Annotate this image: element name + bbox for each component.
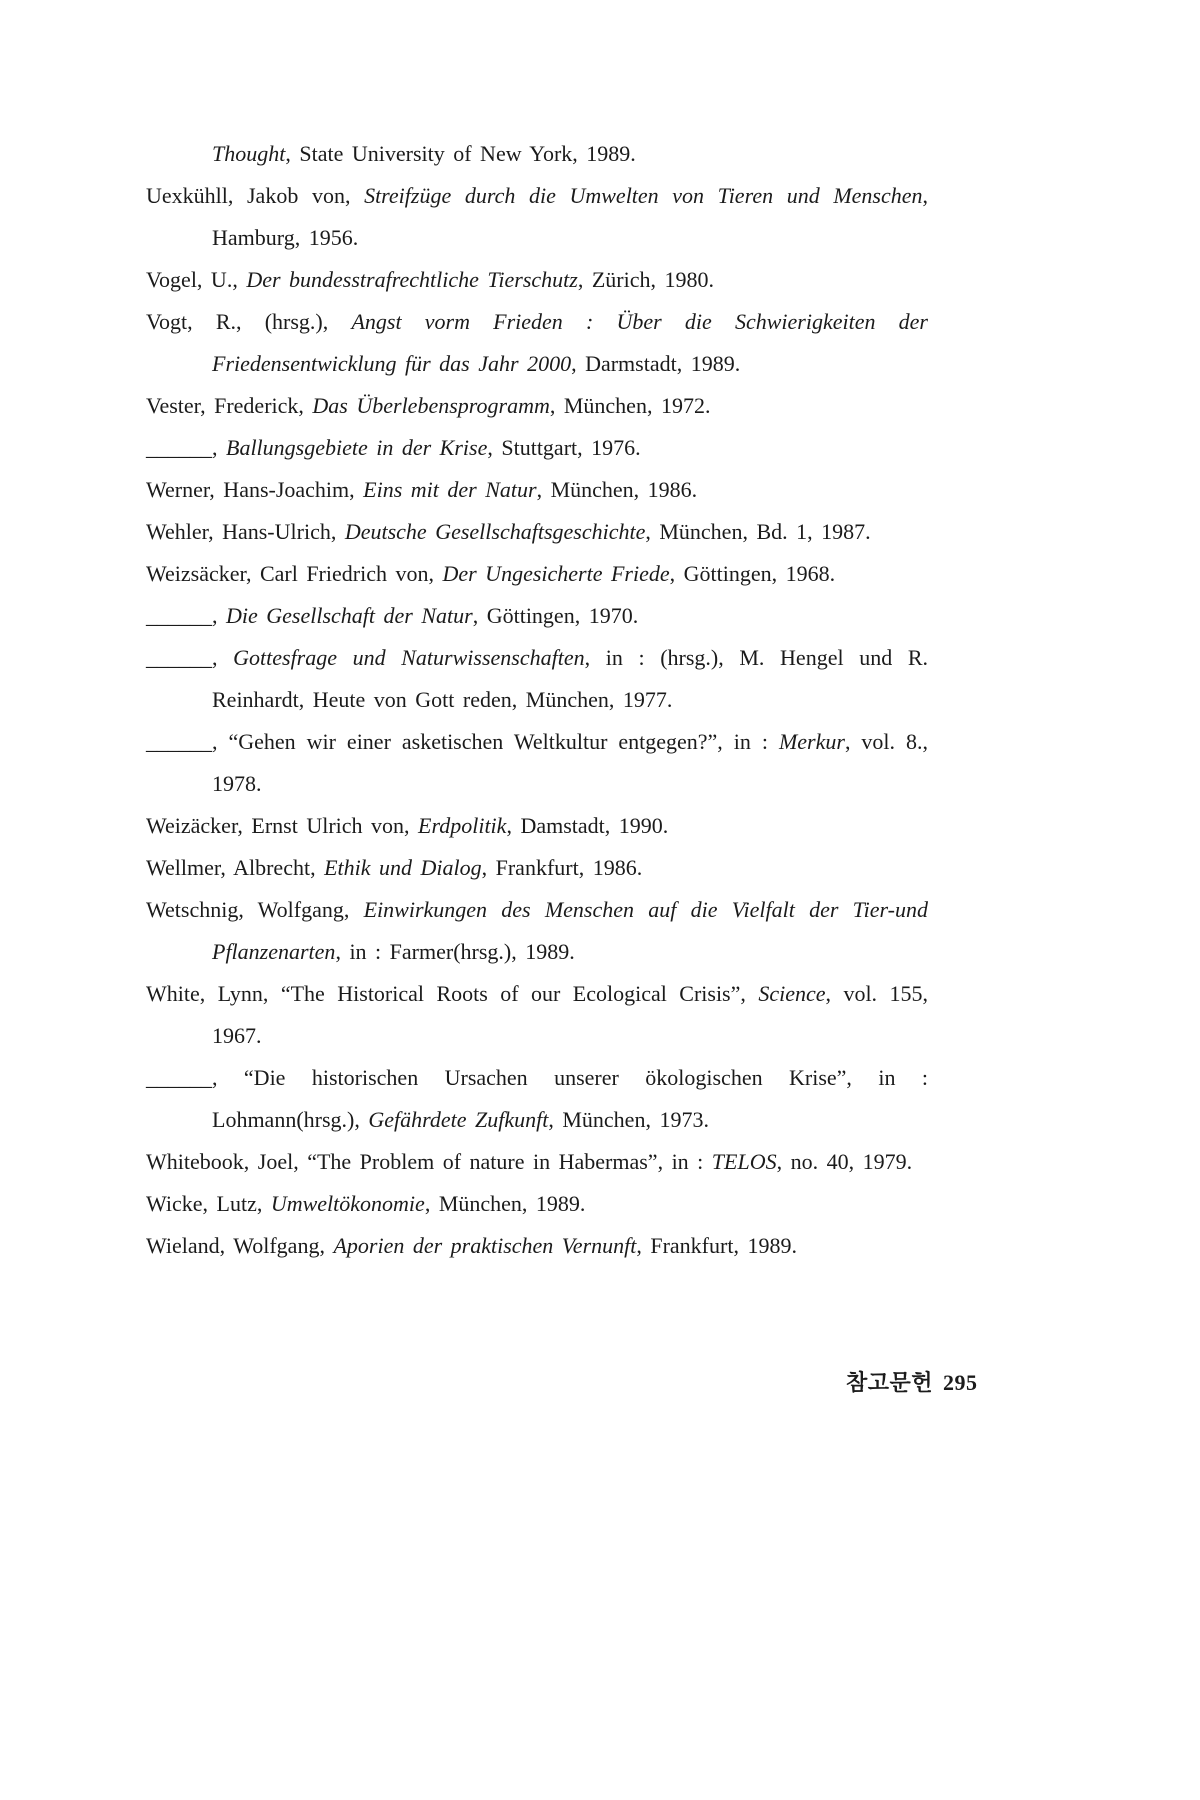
entry-text-segment: , vol. 8., 1978. xyxy=(212,729,928,796)
entry-text-segment: White, Lynn, “The Historical Roots of our Ecological Crisis”, xyxy=(146,981,759,1006)
entry-text-segment: Whitebook, Joel, “The Problem of nature in Habermas”, in : xyxy=(146,1149,712,1174)
entry-text-segment: , München, Bd. 1, 1987. xyxy=(645,519,871,544)
entry-text-segment: , Göttingen, 1968. xyxy=(669,561,836,586)
entry-title-segment: Deutsche Gesellschaftsgeschichte xyxy=(344,519,646,544)
entry-title-segment: Gottesfrage und Naturwissenschaften xyxy=(233,645,585,670)
entry-title-segment: Eins mit der Natur xyxy=(363,477,537,502)
entry-text-segment: Weizsäcker, Carl Friedrich von, xyxy=(146,561,443,586)
entry-text-segment: Wicke, Lutz, xyxy=(146,1191,271,1216)
entry-text-segment: Vogel, U., xyxy=(146,267,247,292)
entry-text-segment: ______, “Die historischen Ursachen unserer ökologischen Krise”, in : Lohmann(hrsg.), xyxy=(146,1065,928,1132)
bibliography-entry xyxy=(146,805,928,847)
entry-title-segment: Merkur xyxy=(778,729,845,754)
page-footer xyxy=(846,1366,978,1397)
bibliography-entry xyxy=(146,637,928,721)
entry-title-segment: Ballungsgebiete in der Krise xyxy=(226,435,488,460)
entry-text-segment: , München, 1989. xyxy=(424,1191,586,1216)
entry-title-segment: Umweltökonomie xyxy=(270,1191,425,1216)
bibliography-entry xyxy=(146,175,928,259)
entry-text-segment: , vol. 155, 1967. xyxy=(212,981,928,1048)
bibliography-entry xyxy=(146,1057,928,1141)
entry-text-segment: ______, xyxy=(146,603,226,628)
entry-text-segment: Werner, Hans-Joachim, xyxy=(146,477,364,502)
entry-text-segment: , Frankfurt, 1989. xyxy=(636,1233,797,1258)
entry-text-segment: , München, 1986. xyxy=(536,477,698,502)
entry-title-segment: Angst vorm Frieden : Über die Schwierigkeiten der Friedensentwicklung für das Jahr 2000 xyxy=(212,309,928,376)
entry-text-segment: ______, “Gehen wir einer asketischen Weltkultur entgegen?”, in : xyxy=(146,729,779,754)
entry-title-segment: Science xyxy=(758,981,826,1006)
bibliography-entry xyxy=(146,511,928,553)
bibliography-entry xyxy=(146,1141,928,1183)
bibliography-list xyxy=(146,133,928,1267)
bibliography-entry xyxy=(146,847,928,889)
entry-text-segment: Wetschnig, Wolfgang, xyxy=(146,897,364,922)
entry-text-segment: Vogt, R., (hrsg.), xyxy=(146,309,352,334)
entry-title-segment: Streifzüge durch die Umwelten von Tieren und Menschen xyxy=(364,183,923,208)
bibliography-entry xyxy=(146,469,928,511)
bibliography-entry xyxy=(146,721,928,805)
entry-text-segment: Uexkühll, Jakob von, xyxy=(146,183,365,208)
entry-text-segment: , München, 1973. xyxy=(548,1107,709,1132)
entry-title-segment: Der bundesstrafrechtliche Tierschutz xyxy=(246,267,578,292)
bibliography-entry xyxy=(146,553,928,595)
entry-title-segment: Der Ungesicherte Friede xyxy=(442,561,670,586)
bibliography-entry xyxy=(146,595,928,637)
footer-section-label: 참고문헌 xyxy=(846,1370,934,1395)
entry-title-segment: Thought xyxy=(212,141,286,166)
entry-text-segment: Vester, Frederick, xyxy=(146,393,313,418)
bibliography-entry xyxy=(146,889,928,973)
entry-text-segment: Wieland, Wolfgang, xyxy=(146,1233,334,1258)
entry-text-segment: , Frankfurt, 1986. xyxy=(481,855,643,880)
entry-title-segment: Einwirkungen des Menschen auf die Vielfalt der Tier-und Pflanzenarten xyxy=(212,897,928,964)
entry-text-segment: , Göttingen, 1970. xyxy=(472,603,639,628)
entry-text-segment: Wehler, Hans-Ulrich, xyxy=(146,519,345,544)
entry-text-segment: Weizäcker, Ernst Ulrich von, xyxy=(146,813,419,838)
bibliography-entry xyxy=(146,301,928,385)
bibliography-entry xyxy=(146,133,928,175)
entry-text-segment: , Damstadt, 1990. xyxy=(506,813,669,838)
bibliography-entry xyxy=(146,259,928,301)
entry-title-segment: Die Gesellschaft der Natur xyxy=(226,603,473,628)
entry-title-segment: Ethik und Dialog xyxy=(324,855,482,880)
page-number: 295 xyxy=(943,1370,978,1395)
entry-text-segment: , in : (hrsg.), M. Hengel und R. Reinhardt, Heute von Gott reden, München, 1977. xyxy=(212,645,928,712)
entry-text-segment: , in : Farmer(hrsg.), 1989. xyxy=(335,939,575,964)
entry-title-segment: Das Überlebensprogramm xyxy=(312,393,550,418)
entry-text-segment: , Stuttgart, 1976. xyxy=(487,435,641,460)
entry-text-segment: , Zürich, 1980. xyxy=(577,267,714,292)
entry-text-segment: , State University of New York, 1989. xyxy=(285,141,636,166)
bibliography-entry xyxy=(146,385,928,427)
bibliography-entry xyxy=(146,1183,928,1225)
entry-text-segment: Wellmer, Albrecht, xyxy=(146,855,325,880)
bibliography-entry xyxy=(146,427,928,469)
entry-text-segment: , Hamburg, 1956. xyxy=(212,183,928,250)
entry-text-segment: ______, xyxy=(146,435,226,460)
entry-title-segment: Gefährdete Zufkunft xyxy=(368,1107,549,1132)
entry-text-segment: , no. 40, 1979. xyxy=(776,1149,913,1174)
entry-title-segment: Erdpolitik xyxy=(418,813,507,838)
entry-title-segment: TELOS xyxy=(711,1149,777,1174)
bibliography-entry xyxy=(146,1225,928,1267)
bibliography-entry xyxy=(146,973,928,1057)
entry-text-segment: , Darmstadt, 1989. xyxy=(571,351,741,376)
entry-text-segment: , München, 1972. xyxy=(549,393,711,418)
entry-text-segment: ______, xyxy=(146,645,234,670)
entry-title-segment: Aporien der praktischen Vernunft xyxy=(333,1233,637,1258)
